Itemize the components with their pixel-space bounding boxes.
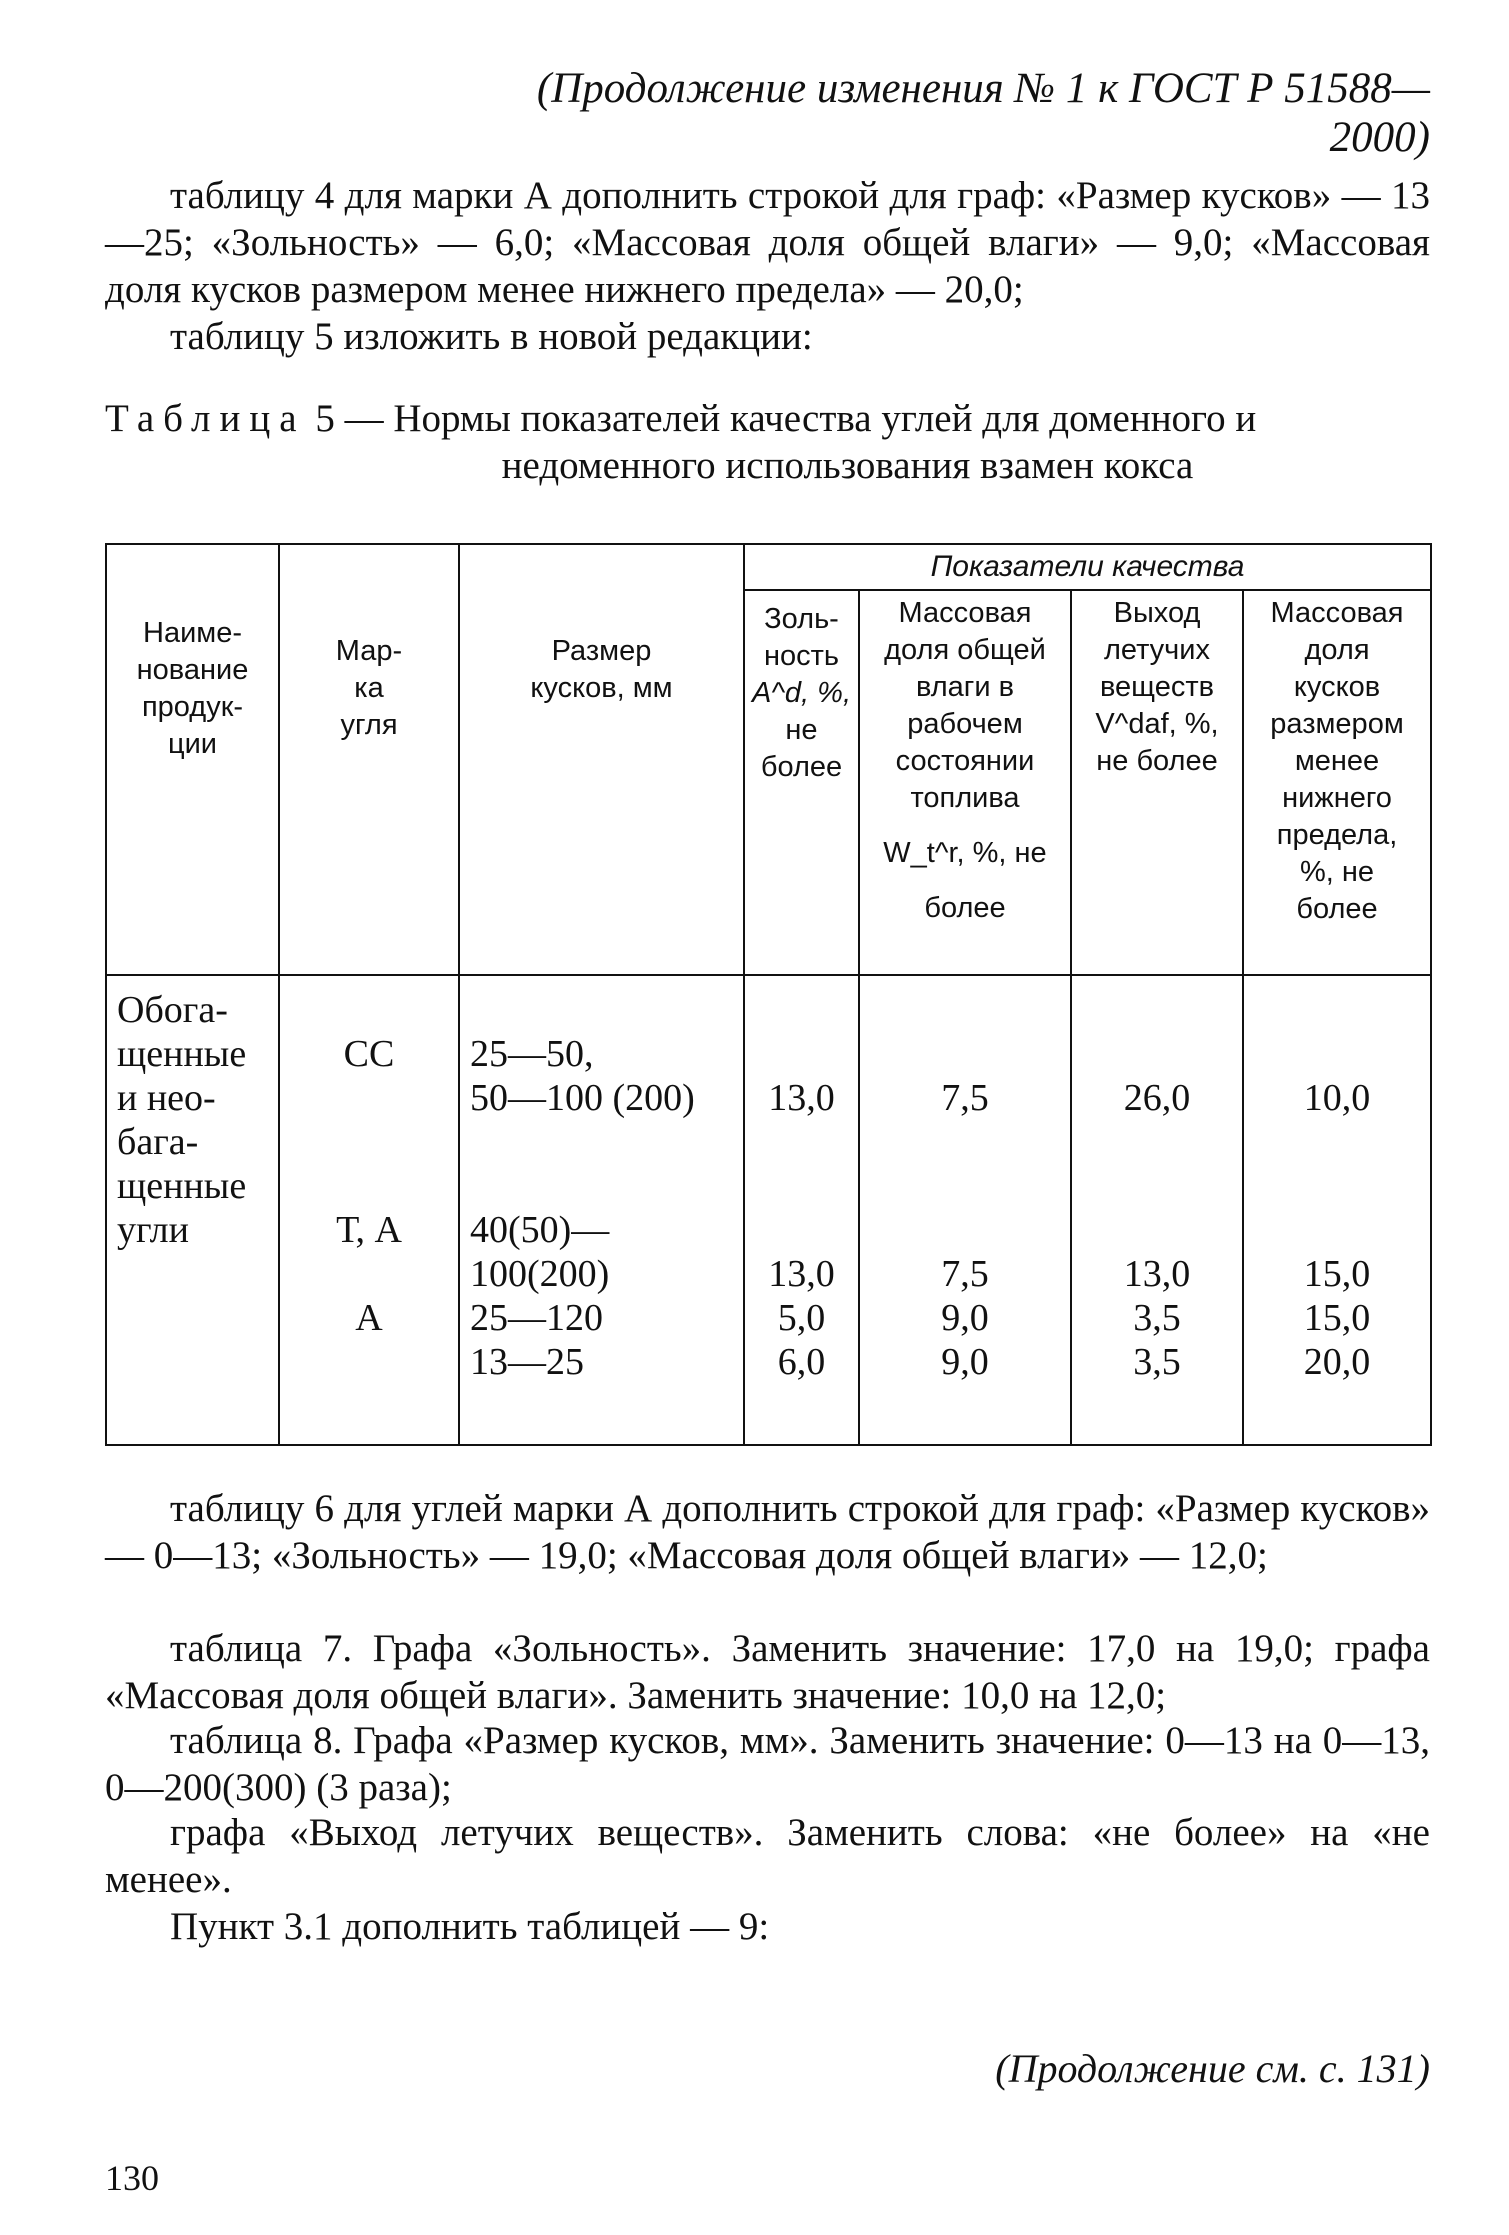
paragraph-table6: таблицу 6 для углей марки А дополнить строкой для граф: «Размер кусков» — 0—13; «Зольность» — 19,0; «Массовая доля общей влаги» — 12,0; bbox=[105, 1487, 1430, 1577]
continuation-note: (Продолжение см. с. 131) bbox=[995, 2046, 1430, 2091]
table-caption bbox=[105, 395, 1430, 489]
caption-label: Таблица bbox=[105, 397, 306, 440]
brand-cell: СС Т, А А bbox=[279, 975, 459, 1445]
header-moisture: Массовая доля общей влаги в рабочем состоянии топлива W_t^r, %, не более bbox=[859, 590, 1071, 975]
paragraph-table4: таблицу 4 для марки А дополнить строкой для граф: «Размер кусков» — 13—25; «Зольность» — 6,0; «Массовая доля общей влаги» — 9,0; «Массовая доля кусков размером менее нижнего предела» — 20,0; bbox=[105, 174, 1430, 311]
size-cell: 25—50, 50—100 (200) 40(50)— 100(200) 25—120 13—25 bbox=[459, 975, 744, 1445]
paragraph-table5-intro: таблицу 5 изложить в новой редакции: bbox=[170, 315, 813, 358]
product-name-cell: Обога- щенные и нео- бага- щенные угли bbox=[106, 975, 279, 1445]
caption-title-line2: недоменного использования взамен кокса bbox=[501, 444, 1194, 487]
page-number: 130 bbox=[105, 2158, 159, 2198]
fines-cell: 10,0 15,0 15,0 20,0 bbox=[1243, 975, 1431, 1445]
quality-table bbox=[105, 543, 1432, 1446]
caption-number: 5 bbox=[315, 397, 335, 440]
paragraph-volatile: графа «Выход летучих веществ». Заменить слова: «не более» на «не менее». bbox=[105, 1811, 1430, 1901]
header-size: Размер кусков, мм bbox=[459, 544, 744, 975]
header-product: Наиме- нование продук- ции bbox=[106, 544, 279, 975]
header-volatile: Выход летучих веществ V^daf, %, не более bbox=[1071, 590, 1243, 975]
volatile-cell: 26,0 13,0 3,5 3,5 bbox=[1071, 975, 1243, 1445]
caption-title-line1: — Нормы показателей качества углей для доменного и bbox=[344, 397, 1257, 440]
ash-cell: 13,0 13,0 5,0 6,0 bbox=[744, 975, 859, 1445]
header-brand: Мар- ка угля bbox=[279, 544, 459, 975]
paragraph-table7: таблица 7. Графа «Зольность». Заменить значение: 17,0 на 19,0; графа «Массовая доля общей влаги». Заменить значение: 10,0 на 12,0; bbox=[105, 1627, 1430, 1717]
header-fines: Массовая доля кусков размером менее нижнего предела, %, не более bbox=[1243, 590, 1431, 975]
moisture-cell: 7,5 7,5 9,0 9,0 bbox=[859, 975, 1071, 1445]
header-quality-group: Показатели качества bbox=[744, 544, 1431, 590]
running-header: (Продолжение изменения № 1 к ГОСТ Р 51588—2000) bbox=[536, 65, 1430, 161]
paragraph-point-3-1: Пункт 3.1 дополнить таблицей — 9: bbox=[170, 1905, 770, 1948]
header-ash: Золь- ность A^d, %, не более bbox=[744, 590, 859, 975]
paragraph-table8: таблица 8. Графа «Размер кусков, мм». Заменить значение: 0—13 на 0—13, 0—200(300) (3 раза); bbox=[105, 1719, 1430, 1809]
